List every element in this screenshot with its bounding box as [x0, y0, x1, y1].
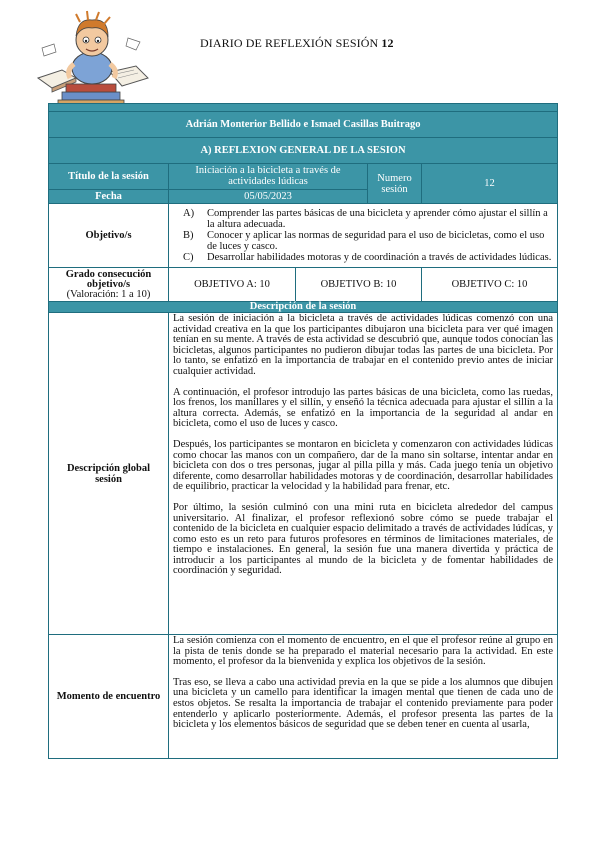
global-description-body [169, 313, 558, 635]
cartoon-student-reading-books-logo [32, 8, 150, 116]
objective-text: Comprender las partes básicas de una bicicleta y aprender cómo ajustar el sillín a la altura adecuada. [207, 208, 548, 230]
document-title [200, 36, 394, 51]
global-description-label: Descripción global sesión [49, 313, 169, 635]
objective-item [183, 230, 553, 252]
objective-marker: A) [183, 208, 195, 219]
session-number-label: Numero sesión [368, 164, 422, 204]
objective-marker: B) [183, 230, 194, 241]
authors-row: Adrián Monterior Bellido e Ismael Casillas Buitrago [49, 112, 558, 138]
description-paragraph: Por último, la sesión culminó con una mini ruta en bicicleta alrededor del campus universitario. Al finalizar, el profesor reflexionó sobre cómo se puede trabajar el contenido de la bicicleta en cualquier espacio delimitado a través de actividades lúdicas, y como esto es un reto para futuros profesores en términos de limitaciones materiales, de tiempo e instalaciones. En general, la sesión fue una manera divertida y práctica de introducir a los participantes al mundo de la bicicleta y de fomentar habilidades de coordinación y seguridad. [173, 501, 554, 577]
session-number-value: 12 [422, 164, 558, 204]
description-paragraph: Después, los participantes se montaron en bicicleta y comenzaron con actividades lúdicas como chocar las manos con un compañero, dar de la mano sin soltarse, intentar andar en bicicleta con dos o tres personas, jugar al pilla pilla y más. Cada juego tenía un objetivo diferente, como desarrollar habilidades motoras y de coordinación, desarrollar habilidades de equilibrio, practicar la velocidad y la habilidad para frenar, etc. [173, 438, 554, 493]
date-label: Fecha [49, 190, 169, 204]
meeting-paragraph: La sesión comienza con el momento de encuentro, en el que el profesor reúne al grupo en la pista de tenis donde se ha preparado el material necesario para la actividad. En este momento, el profesor da la bienvenida y explica los objetivos de la sesión. [173, 635, 554, 668]
session-number: 12 [381, 36, 394, 50]
description-paragraph: La sesión de iniciación a la bicicleta a través de actividades lúdicas comenzó con una actividad creativa en la que los participantes dibujaron una bicicleta para ver qué imagen tenían en su mente. A través de esta actividad se descubrió que, aunque todos conocían las bicicletas, algunos participantes no pudieron dibujar todas las partes de una bicicleta. Por lo tanto, se enfatizó en la importancia de trabajar en el contenido previo antes de iniciar cualquier actividad. [173, 313, 554, 377]
objective-item [183, 252, 553, 263]
session-title-value: Iniciación a la bicicleta a través de actividades lúdicas [169, 164, 368, 190]
achievement-scale: (Valoración: 1 a 10) [66, 288, 151, 300]
description-heading: Descripción de la sesión [49, 302, 558, 313]
objective-text: Conocer y aplicar las normas de seguridad para el uso de bicicletas, como el uso de luces y casco. [207, 230, 545, 252]
meeting-moment-label: Momento de encuentro [49, 635, 169, 759]
achievement-label: Grado consecución objetivo/s [65, 268, 152, 290]
top-band [49, 104, 558, 112]
objective-a-score: OBJETIVO A: 10 [169, 268, 296, 302]
session-title-label: Título de la sesión [49, 164, 169, 190]
objective-text: Desarrollar habilidades motoras y de coordinación a través de actividades lúdicas. [207, 252, 552, 263]
objective-b-score: OBJETIVO B: 10 [296, 268, 422, 302]
meeting-moment-body [169, 635, 558, 759]
reflection-sheet-table [48, 103, 558, 759]
objectives-list [173, 208, 553, 263]
objective-item [183, 208, 553, 230]
objectives-label: Objetivo/s [49, 204, 169, 268]
achievement-cell [49, 268, 169, 302]
document-title-text: DIARIO DE REFLEXIÓN SESIÓN [200, 36, 379, 50]
date-value: 05/05/2023 [169, 190, 368, 204]
objective-marker: C) [183, 252, 194, 263]
meeting-paragraph: Tras eso, se lleva a cabo una actividad previa en la que se pide a los alumnos que dibujen una bicicleta y un camello para identificar la imagen mental que tienen de cada uno de estos objetos. Se resalta la importancia de trabajar el contenido previamente para poder entenderlo y aplicarlo posteriormente. Además, el profesor presenta las partes de la bicicleta y los elementos básicos de seguridad que se deben tener en cuenta al usarla, [173, 676, 554, 731]
section-a-heading: A) REFLEXION GENERAL DE LA SESION [49, 138, 558, 164]
objective-c-score: OBJETIVO C: 10 [422, 268, 558, 302]
description-paragraph: A continuación, el profesor introdujo las partes básicas de una bicicleta, como las ruedas, los frenos, los manillares y el sillín, y enseñó la técnica adecuada para ajustar el sillín a la altura correcta. Además, se enfatizó en la importancia de la seguridad al andar en bicicleta, como el uso de luces y casco. [173, 386, 554, 430]
